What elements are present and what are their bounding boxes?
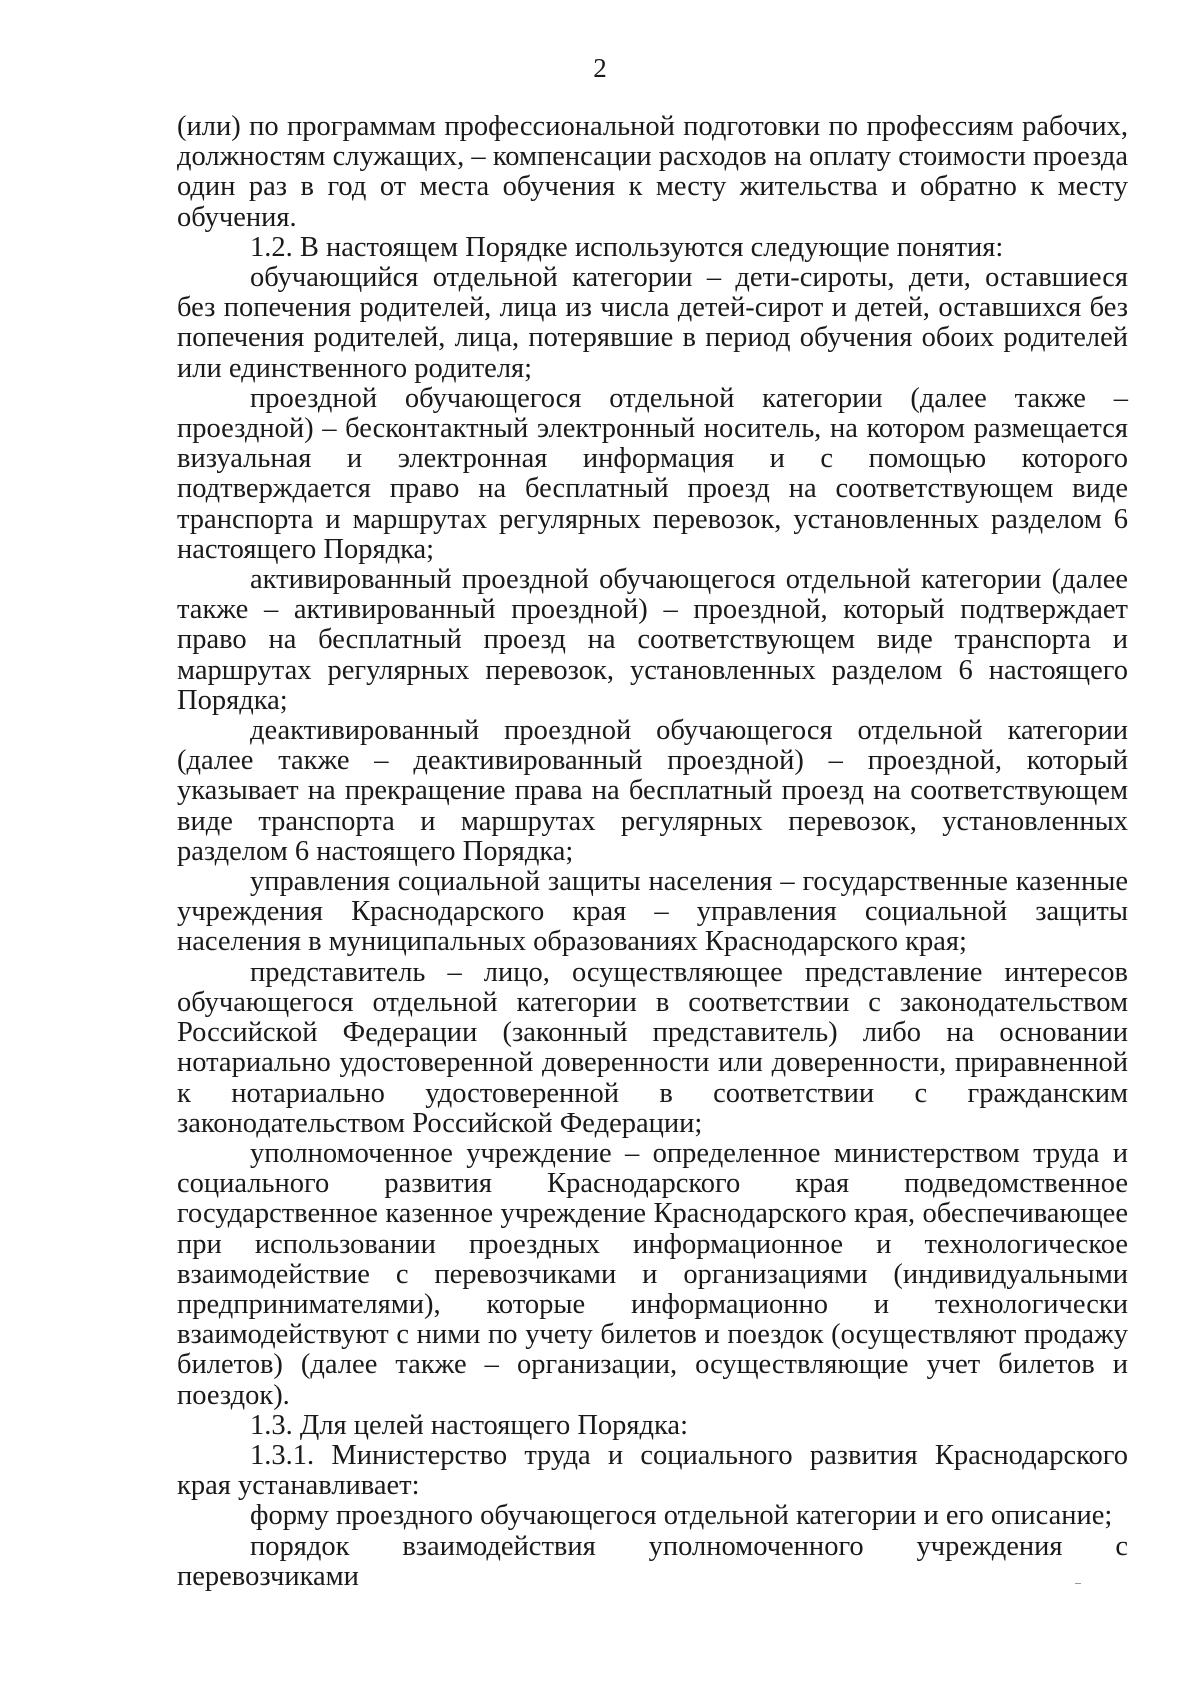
paragraph-section-1-2: 1.2. В настоящем Порядке используются следующие понятия: — [250, 231, 1004, 263]
paragraph-section-1-3-1: 1.3.1. Министерство труда и социального развития Краснодарского края устанавливает: — [177, 1439, 1128, 1502]
document-body — [177, 112, 1128, 1592]
paragraph-continuation: (или) по программам профессиональной подготовки по профессиям рабочих, должностям служащих, – компенсации расходов на оплату стоимости проезда один раз в год от места обучения к месту жительства и обратно к месту обучения. — [177, 111, 1128, 233]
paragraph-definition-authorized-institution: уполномоченное учреждение – определенное министерством труда и социального развития Краснодарского края подведомственное государственное казенное учреждение Краснодарского края, обеспечивающее при использовании проездных информационное и технологическое взаимодействие с перевозчиками и организациями (индивидуальными предпринимателями), которые информационно и технологически взаимодействуют с ними по учету билетов и поездок (осуществляют продажу билетов) (далее также – организации, осуществляющие учет билетов и поездок). — [177, 1137, 1128, 1411]
paragraph-pass-form: форму проездного обучающегося отдельной категории и его описание; — [250, 1500, 1113, 1532]
paragraph-definition-student: обучающийся отдельной категории – дети-сироты, дети, оставшиеся без попечения родителей, лица из числа детей-сирот и детей, оставшихся без попечения родителей, лица, потерявшие в период обучения обоих родителей или единственного родителя; — [177, 262, 1128, 384]
paragraph-definition-social-protection: управления социальной защиты населения – государственные казенные учреждения Краснодарского края – управления социальной защиты населения в муниципальных образованиях Краснодарского края; — [177, 866, 1128, 958]
paragraph-definition-activated-pass: активированный проездной обучающегося отдельной категории (далее также – активированный проездной) – проездной, который подтверждает право на бесплатный проезд на соответствующем виде транспорта и маршрутах регулярных перевозок, установленных разделом 6 настоящего Порядка; — [177, 564, 1128, 716]
paragraph-interaction-order: порядок взаимодействия уполномоченного учреждения с перевозчиками — [177, 1530, 1128, 1592]
page-number: 2 — [593, 53, 607, 83]
paragraph-definition-deactivated-pass: деактивированный проездной обучающегося отдельной категории (далее также – деактивированный проездной) – проездной, который указывает на прекращение права на бесплатный проезд на соответствующем виде транспорта и маршрутах регулярных перевозок, установленных разделом 6 настоящего Порядка; — [177, 715, 1128, 867]
paragraph-definition-representative: представитель – лицо, осуществляющее представление интересов обучающегося отдельной категории в соответствии с законодательством Российской Федерации (законный представитель) либо на основании нотариально удостоверенной доверенности или доверенности, приравненной к нотариально удостоверенной в соответствии с гражданским законодательством Российской Федерации; — [177, 956, 1128, 1139]
scan-mark — [1075, 1583, 1081, 1584]
paragraph-definition-pass: проездной обучающегося отдельной категории (далее также – проездной) – бесконтактный электронный носитель, на котором размещается визуальная и электронная информация и с помощью которого подтверждается право на бесплатный проезд на соответствующем виде транспорта и маршрутах регулярных перевозок, установленных разделом 6 настоящего Порядка; — [177, 382, 1128, 565]
paragraph-section-1-3: 1.3. Для целей настоящего Порядка: — [250, 1409, 688, 1441]
